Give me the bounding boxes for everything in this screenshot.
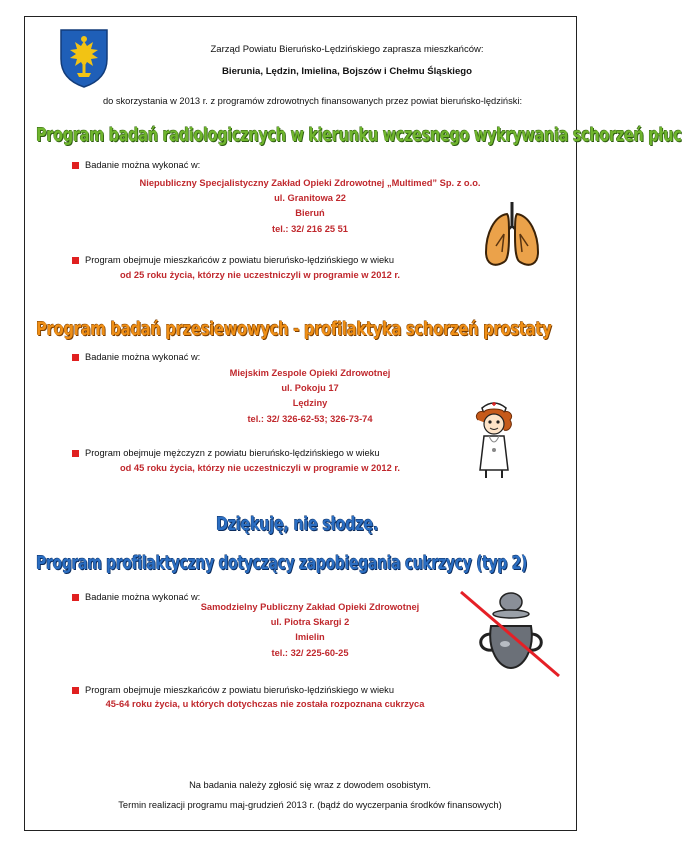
program-1-street: ul. Granitowa 22 (274, 193, 346, 203)
footer-term: Termin realizacji programu maj-grudzień 2013 r. (bądź do wyczerpania środków finansowych) (118, 800, 502, 810)
bullet-icon (72, 257, 79, 264)
program-2-title: Program badań przesiewowych - profilaktyka schorzeń prostaty (36, 318, 552, 340)
program-2-age: od 45 roku życia, którzy nie uczestniczyli w programie w 2012 r. (119, 463, 401, 473)
program-3-scope: Program obejmuje mieszkańców z powiatu bieruńsko-lędzińskiego w wieku (85, 685, 395, 695)
bullet-icon (72, 687, 79, 694)
program-1-place-name: Niepubliczny Specjalistyczny Zakład Opieki Zdrowotnej „Multimed” Sp. z o.o. (139, 178, 481, 188)
bullet-icon (72, 450, 79, 457)
program-3-phone: tel.: 32/ 225-60-25 (271, 648, 349, 658)
program-1-place (100, 175, 520, 237)
bullet-icon (72, 354, 79, 361)
program-1-scope: Program obejmuje mieszkańców z powiatu bieruńsko-lędzińskiego w wieku (85, 255, 395, 265)
footer-id-note: Na badania należy zgłosić się wraz z dowodem osobistym. (189, 780, 431, 790)
program-3-intro: Badanie można wykonać w: (85, 592, 201, 602)
program-2-place (100, 365, 520, 427)
header-towns: Bierunia, Lędzin, Imielina, Bojszów i Chełmu Śląskiego (221, 66, 473, 77)
program-3-city: Imielin (295, 632, 325, 642)
program-2-place-name: Miejskim Zespole Opieki Zdrowotnej (229, 368, 391, 378)
program-3-place-name: Samodzielny Publiczny Zakład Opieki Zdrowotnej (200, 602, 420, 612)
program-3-street: ul. Piotra Skargi 2 (270, 617, 350, 627)
program-2-city: Lędziny (292, 398, 328, 408)
coat-of-arms-icon (58, 27, 110, 89)
program-1-age: od 25 roku życia, którzy nie uczestniczyli w programie w 2012 r. (119, 270, 401, 280)
program-1-intro: Badanie można wykonać w: (85, 160, 201, 170)
program-1-phone: tel.: 32/ 216 25 51 (272, 224, 348, 234)
nurse-icon (468, 398, 520, 480)
program-2-scope: Program obejmuje mężczyzn z powiatu bieruńsko-lędzińskiego w wieku (85, 448, 380, 458)
program-1-scope-row (72, 255, 394, 265)
program-2-street: ul. Pokoju 17 (281, 383, 339, 393)
program-2-intro-row (72, 352, 200, 362)
header-intro: do skorzystania w 2013 r. z programów zdrowotnych finansowanych przez powiat bieruńsko-lędziński: (102, 96, 523, 106)
program-3-title: Program profilaktyczny dotyczący zapobiegania cukrzycy (typ 2) (36, 552, 528, 574)
program-2-intro: Badanie można wykonać w: (85, 352, 201, 362)
program-1-city: Bieruń (295, 208, 325, 218)
program-3-scope-row (72, 685, 394, 695)
program-1-intro-row (72, 160, 200, 170)
header-invitation: Zarząd Powiatu Bieruńsko-Lędzińskiego zaprasza mieszkańców: (210, 44, 484, 55)
lungs-icon (482, 200, 542, 272)
crossed-sugar-bowl-icon (455, 588, 565, 680)
bullet-icon (72, 162, 79, 169)
program-3-age: 45-64 roku życia, u których dotychczas nie została rozpoznana cukrzyca (105, 699, 425, 709)
program-1-title: Program badań radiologicznych w kierunku wczesnego wykrywania schorzeń płuc (36, 124, 682, 146)
program-2-scope-row (72, 448, 380, 458)
program-2-phone: tel.: 32/ 326-62-53; 326-73-74 (247, 414, 373, 424)
bullet-icon (72, 594, 79, 601)
program-3-slogan: Dziękuję, nie słodzę. (216, 513, 379, 535)
